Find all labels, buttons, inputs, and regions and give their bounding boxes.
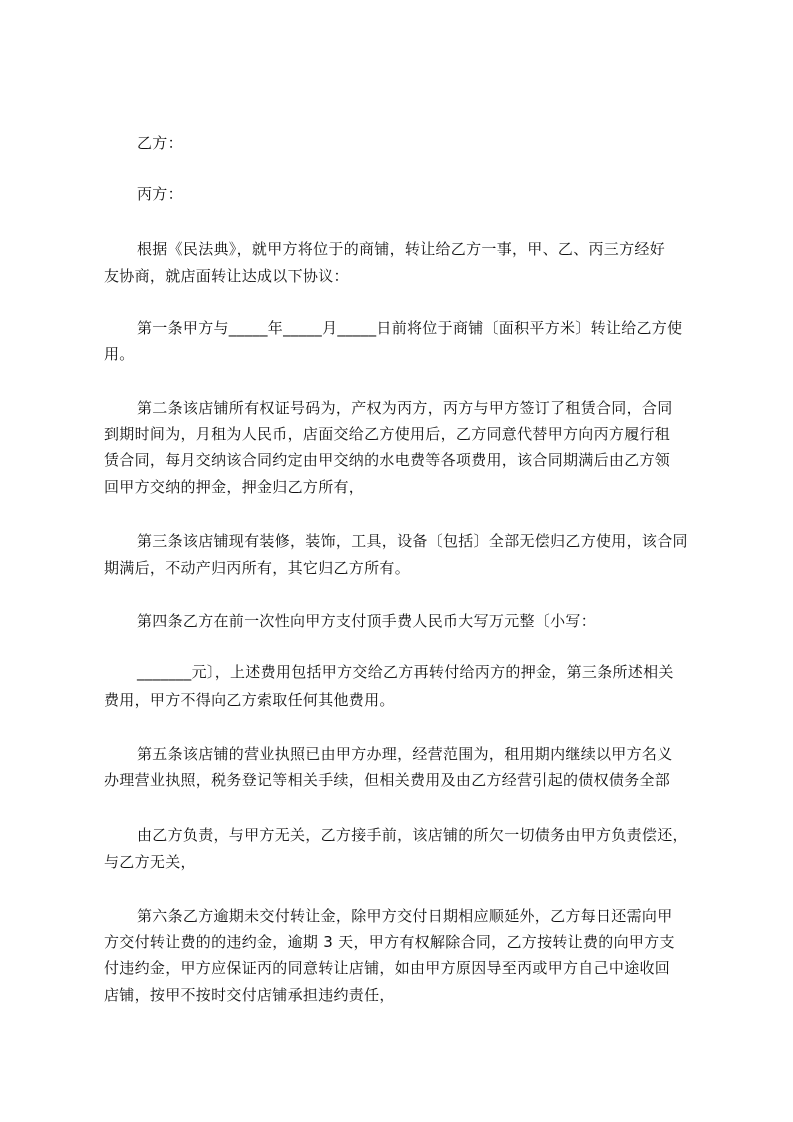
intro-line-2: 友协商，就店面转让达成以下协议： xyxy=(104,267,349,285)
article4-cont-line-2: 费用，甲方不得向乙方索取任何其他费用。 xyxy=(104,691,395,709)
article5-line-1: 第五条该店铺的营业执照已由甲方办理，经营范围为，租用期内继续以甲方名义 xyxy=(137,745,673,763)
party-c-label: 丙方： xyxy=(137,185,183,203)
article6-line-1: 第六条乙方逾期未交付转让金，除甲方交付日期相应顺延外，乙方每日还需向甲 xyxy=(137,907,673,925)
article6-line-4: 店铺，按甲不按时交付店铺承担违约责任， xyxy=(104,986,395,1004)
article5-cont-line-1: 由乙方负责，与甲方无关，乙方接手前，该店铺的所欠一切债务由甲方负责偿还， xyxy=(137,826,688,844)
article5-line-2: 办理营业执照，税务登记等相关手续，但相关费用及由乙方经营引起的债权债务全部 xyxy=(104,771,671,789)
article6-line-2: 方交付转让费的的违约金，逾期 3 天，甲方有权解除合同，乙方按转让费的向甲方支 xyxy=(104,933,675,951)
article4-line-1: 第四条乙方在前一次性向甲方支付顶手费人民币大写万元整〔小写： xyxy=(137,612,597,630)
intro-line-1: 根据《民法典》，就甲方将位于的商铺，转让给乙方一事，甲、乙、丙三方经好 xyxy=(137,240,666,258)
article2-line-2: 到期时间为，月租为人民币，店面交给乙方使用后，乙方同意代替甲方向丙方履行租 xyxy=(104,425,671,443)
article3-line-2: 期满后，不动产归丙所有，其它归乙方所有。 xyxy=(104,559,411,577)
article2-line-1: 第二条该店铺所有权证号码为，产权为丙方，丙方与甲方签订了租赁合同，合同 xyxy=(137,399,673,417)
article4-cont-line-1: _______元〕，上述费用包括甲方交给乙方再转付给丙方的押金，第三条所述相关 xyxy=(137,663,674,681)
article3-line-1: 第三条该店铺现有装修，装饰，工具，设备〔包括〕全部无偿归乙方使用，该合同 xyxy=(137,532,688,550)
party-b-label: 乙方： xyxy=(137,134,183,152)
article6-line-3: 付违约金，甲方应保证丙的同意转让店铺，如由甲方原因导至丙或甲方自己中途收回 xyxy=(104,959,671,977)
article1-line-1: 第一条甲方与_____年_____月_____日前将位于商铺〔面积平方米〕转让给乙方使 xyxy=(137,319,683,337)
article5-cont-line-2: 与乙方无关， xyxy=(104,853,196,871)
article2-line-4: 回甲方交纳的押金，押金归乙方所有， xyxy=(104,478,365,496)
article1-line-2: 用。 xyxy=(104,345,135,363)
article2-line-3: 赁合同，每月交纳该合同约定由甲交纳的水电费等各项费用，该合同期满后由乙方领 xyxy=(104,451,671,469)
